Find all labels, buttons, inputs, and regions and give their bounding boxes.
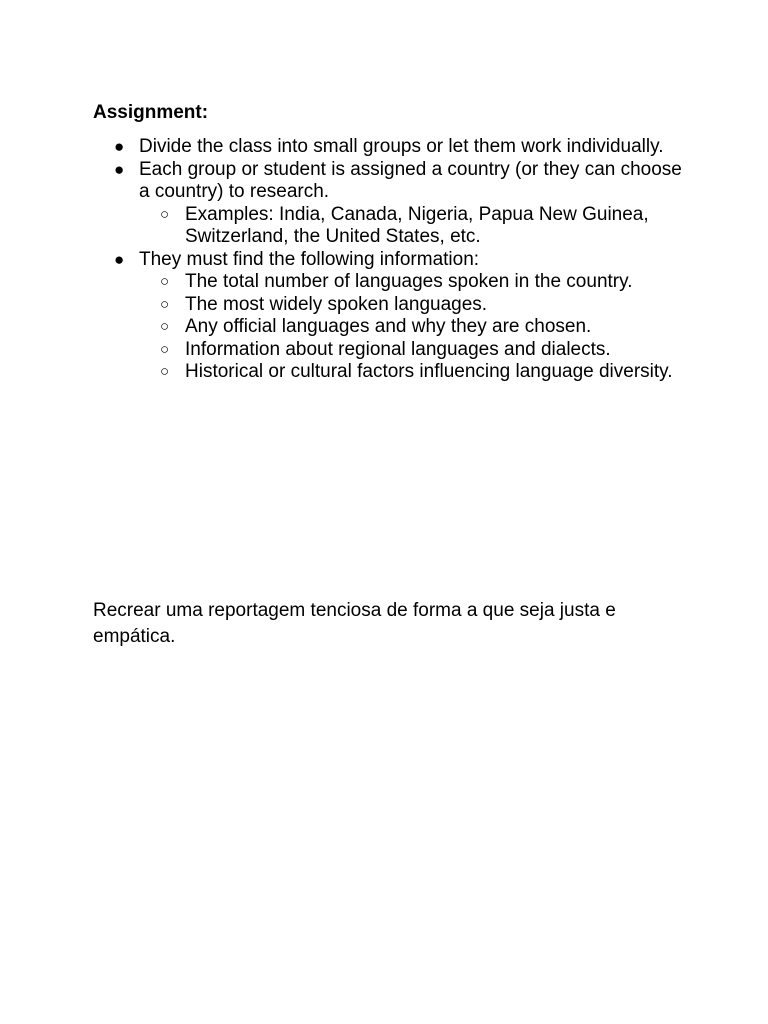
sub-list-item-text: Historical or cultural factors influencing language diversity. xyxy=(185,361,673,382)
sub-list-item xyxy=(138,271,693,294)
list-item-text: Divide the class into small groups or let them work individually. xyxy=(139,136,664,157)
sub-list-item xyxy=(138,294,693,317)
assignment-list xyxy=(93,136,693,384)
list-item xyxy=(93,136,693,159)
hollow-circle-bullet-icon: ○ xyxy=(160,340,170,358)
sub-list xyxy=(139,271,693,384)
sub-list-item xyxy=(138,361,693,384)
sub-list-item-text: The total number of languages spoken in the country. xyxy=(185,271,633,292)
assignment-heading: Assignment: xyxy=(93,102,209,123)
filled-circle-bullet-icon: ● xyxy=(114,159,125,179)
sub-list xyxy=(139,204,693,249)
sub-list-item-text: Information about regional languages and dialects. xyxy=(185,338,611,360)
hollow-circle-bullet-icon: ○ xyxy=(160,273,170,290)
hollow-circle-bullet-icon: ○ xyxy=(160,295,170,313)
hollow-circle-bullet-icon: ○ xyxy=(160,318,170,335)
sub-list-item-text: Any official languages and why they are chosen. xyxy=(185,316,592,337)
list-item-text: Each group or student is assigned a country (or they can choose a country) to research. xyxy=(139,158,682,202)
sub-list-item xyxy=(138,316,693,339)
list-item-text: They must find the following information: xyxy=(139,248,480,270)
sub-list-item-text: The most widely spoken languages. xyxy=(185,293,488,315)
sub-list-item xyxy=(138,204,693,249)
document-body xyxy=(93,100,693,384)
hollow-circle-bullet-icon: ○ xyxy=(160,363,170,380)
filled-circle-bullet-icon: ● xyxy=(114,137,125,156)
sub-list-item xyxy=(138,339,693,362)
list-item xyxy=(93,159,693,249)
closing-paragraph: Recrear uma reportagem tenciosa de forma a que seja justa e empática. xyxy=(93,600,616,647)
hollow-circle-bullet-icon: ○ xyxy=(160,205,170,223)
sub-list-item-text: Examples: India, Canada, Nigeria, Papua New Guinea, Switzerland, the United States, etc. xyxy=(185,203,649,247)
filled-circle-bullet-icon: ● xyxy=(114,249,125,269)
list-item xyxy=(93,249,693,384)
